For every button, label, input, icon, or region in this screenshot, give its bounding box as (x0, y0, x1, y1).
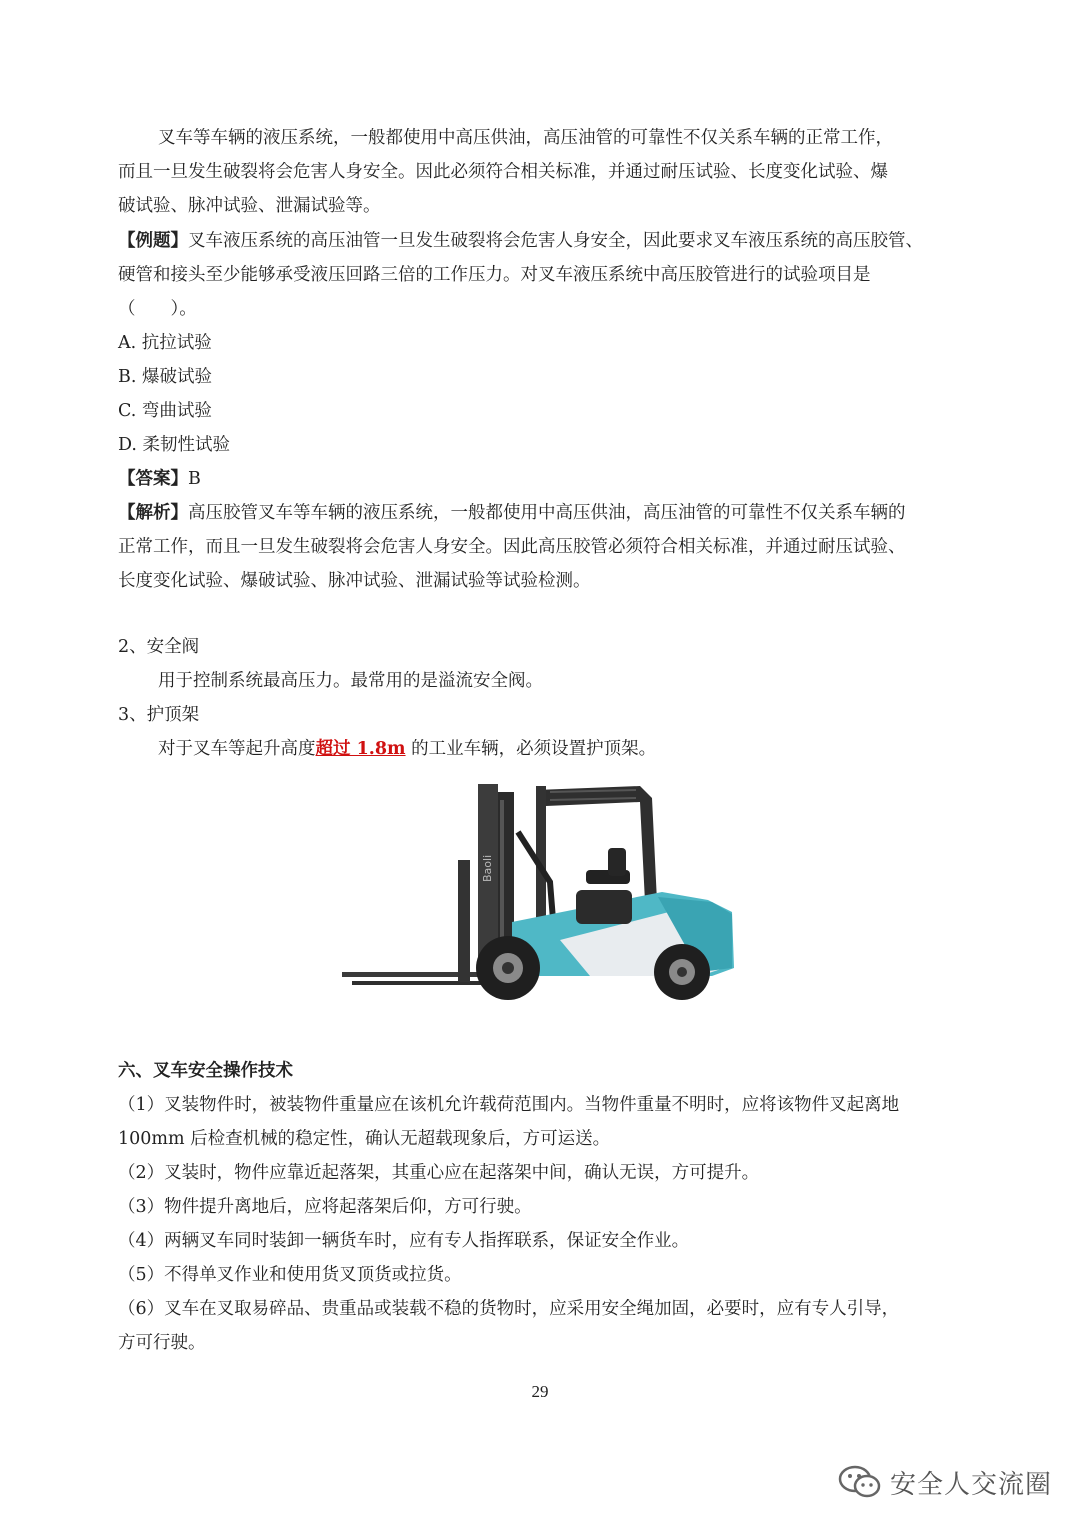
forklift-image (340, 772, 740, 1004)
analysis-tag: 【解析】 (118, 503, 188, 523)
rule-6-line-2: 方可行驶。 (118, 1333, 206, 1353)
example-line-3: （ ）。 (118, 299, 197, 319)
rule-5: （5）不得单叉作业和使用货叉顶货或拉货。 (118, 1265, 462, 1285)
answer-value: B (188, 469, 201, 489)
option-d: D. 柔韧性试验 (118, 435, 231, 455)
analysis-line-1 (118, 496, 968, 530)
rule-1-line-2: 100mm 后检查机械的稳定性，确认无超载现象后，方可运送。 (118, 1129, 611, 1149)
item3-text (118, 732, 968, 766)
rule-6-line-1: （6）叉车在叉取易碎品、贵重品或装载不稳的货物时，应采用安全绳加固，必要时，应有专人引导， (118, 1299, 900, 1319)
height-highlight: 超过 1.8m (315, 739, 406, 759)
wechat-icon (838, 1464, 882, 1500)
intro-paragraph (118, 121, 968, 223)
intro-line-3: 破试验、脉冲试验、泄漏试验等。 (118, 196, 381, 216)
components-list (118, 630, 968, 766)
section6-title: 六、叉车安全操作技术 (118, 1061, 293, 1081)
watermark (838, 1460, 1052, 1504)
option-a: A. 抗拉试验 (118, 333, 212, 353)
example-question (118, 224, 968, 598)
rule-3: （3）物件提升离地后，应将起落架后仰，方可行驶。 (118, 1197, 532, 1217)
section6 (118, 1054, 968, 1360)
item2-text: 用于控制系统最高压力。最常用的是溢流安全阀。 (158, 671, 543, 691)
rule-1-line-1: （1）叉装物件时，被装物件重量应在该机允许载荷范围内。当物件重量不明时，应将该物件叉起离地 (118, 1095, 900, 1115)
option-b: B. 爆破试验 (118, 367, 212, 387)
option-c: C. 弯曲试验 (118, 401, 212, 421)
analysis-line-3: 长度变化试验、爆破试验、脉冲试验、泄漏试验等试验检测。 (118, 571, 591, 591)
analysis-line-2: 正常工作，而且一旦发生破裂将会危害人身安全。因此高压胶管必须符合相关标准，并通过耐压试验、 (118, 537, 906, 557)
item3-text-before: 对于叉车等起升高度 (158, 739, 316, 759)
item3-heading: 3、护顶架 (118, 705, 200, 725)
answer-line (118, 462, 968, 496)
item2-heading: 2、安全阀 (118, 637, 200, 657)
example-line-1 (118, 224, 968, 258)
item3-text-after: 的工业车辆，必须设置护顶架。 (405, 739, 657, 759)
example-text-1: 叉车液压系统的高压油管一旦发生破裂将会危害人身安全，因此要求叉车液压系统的高压胶管、 (188, 231, 923, 251)
rule-2: （2）叉装时，物件应靠近起落架，其重心应在起落架中间，确认无误，方可提升。 (118, 1163, 760, 1183)
example-line-2: 硬管和接头至少能够承受液压回路三倍的工作压力。对叉车液压系统中高压胶管进行的试验项目是 (118, 265, 871, 285)
analysis-text-1: 高压胶管叉车等车辆的液压系统，一般都使用中高压供油，高压油管的可靠性不仅关系车辆的 (188, 503, 906, 523)
intro-line-2: 而且一旦发生破裂将会危害人身安全。因此必须符合相关标准，并通过耐压试验、长度变化试验、爆 (118, 162, 888, 182)
rule-4: （4）两辆叉车同时装卸一辆货车时，应有专人指挥联系，保证安全作业。 (118, 1231, 690, 1251)
watermark-text: 安全人交流圈 (890, 1469, 1053, 1500)
example-tag: 【例题】 (118, 231, 188, 251)
page-number: 29 (531, 1382, 549, 1401)
answer-tag: 【答案】 (118, 469, 188, 489)
forklift-brand: Baoli (481, 854, 494, 882)
intro-line-1: 叉车等车辆的液压系统，一般都使用中高压供油，高压油管的可靠性不仅关系车辆的正常工作， (158, 128, 893, 148)
